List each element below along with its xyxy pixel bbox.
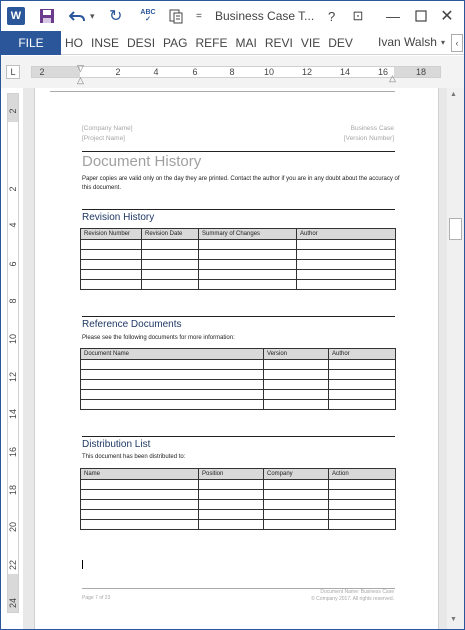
table-cell[interactable]: [329, 400, 396, 410]
ruler-number: 6: [8, 261, 18, 267]
save-icon[interactable]: [39, 8, 55, 24]
table-cell[interactable]: [81, 400, 264, 410]
table-cell[interactable]: [199, 520, 264, 530]
header-rule: [82, 151, 395, 152]
ruler-number: 2: [8, 108, 18, 114]
ruler-number: 18: [415, 67, 427, 77]
tab-page-layout[interactable]: PAG: [163, 35, 188, 50]
hanging-indent-marker[interactable]: △: [77, 75, 84, 85]
table-cell[interactable]: [142, 250, 199, 260]
table-cell[interactable]: [297, 250, 396, 260]
ruler-number: 2: [8, 186, 18, 192]
user-dropdown-icon[interactable]: ▾: [441, 38, 446, 47]
first-line-indent-marker[interactable]: ▽: [77, 63, 84, 73]
table-cell[interactable]: [199, 280, 297, 290]
spelling-check-icon[interactable]: [139, 6, 157, 26]
section-rule: [82, 436, 395, 437]
table-cell[interactable]: [264, 500, 329, 510]
table-cell[interactable]: [199, 500, 264, 510]
vertical-scrollbar[interactable]: [447, 88, 464, 629]
reference-note: Please see the following documents for more information:: [82, 335, 235, 341]
customize-quick-access-icon[interactable]: =: [196, 10, 202, 22]
ruler-number: 8: [229, 67, 235, 77]
table-row[interactable]: [81, 240, 396, 250]
header-project: [Project Name]: [82, 135, 125, 142]
table-cell[interactable]: [199, 240, 297, 250]
help-button[interactable]: ?: [328, 8, 336, 24]
ruler-number: 2: [39, 67, 45, 77]
tab-review[interactable]: REVI: [264, 35, 293, 50]
table-cell[interactable]: [199, 250, 297, 260]
scroll-down-icon[interactable]: ▼: [450, 616, 457, 623]
table-cell[interactable]: [142, 240, 199, 250]
document-page[interactable]: [34, 88, 439, 629]
header-version: [Version Number]: [343, 135, 394, 142]
spell-icon-text: ABC: [140, 9, 156, 16]
undo-dropdown-icon[interactable]: ▾: [90, 10, 95, 21]
history-intro-text: Paper copies are valid only on the day they are printed. Contact the author if you are in any doubt about the accuracy of this document.: [82, 176, 400, 191]
table-header-row: [81, 469, 396, 480]
header-company: [Company Name]: [82, 125, 133, 132]
page-separator: [50, 91, 395, 92]
table-cell[interactable]: [81, 520, 199, 530]
ruler-number: 14: [8, 408, 18, 419]
table-cell[interactable]: [142, 270, 199, 280]
undo-icon[interactable]: [69, 6, 85, 26]
ruler-bar: [1, 56, 464, 88]
table-cell[interactable]: [264, 520, 329, 530]
table-row[interactable]: [81, 360, 396, 370]
right-indent-marker[interactable]: △: [389, 73, 396, 83]
tab-selector[interactable]: L: [6, 65, 20, 79]
table-cell[interactable]: [329, 480, 396, 490]
table-cell[interactable]: [81, 510, 199, 520]
tab-references[interactable]: REFE: [195, 35, 228, 50]
table-header-cell: Position: [199, 469, 264, 480]
table-cell[interactable]: [264, 480, 329, 490]
table-cell[interactable]: [264, 490, 329, 500]
table-cell[interactable]: [81, 390, 264, 400]
tab-mailings[interactable]: MAI: [235, 35, 257, 50]
ruler-number: 16: [8, 446, 18, 457]
tab-home[interactable]: HO: [65, 35, 83, 50]
title-bar: [1, 1, 464, 31]
table-row[interactable]: [81, 390, 396, 400]
table-header-cell: Name: [81, 469, 199, 480]
table-cell[interactable]: [199, 270, 297, 280]
table-cell[interactable]: [297, 240, 396, 250]
table-row[interactable]: [81, 270, 396, 280]
table-cell[interactable]: [329, 380, 396, 390]
distribution-list-table: [80, 468, 396, 530]
table-cell[interactable]: [199, 480, 264, 490]
table-row[interactable]: [81, 510, 396, 520]
table-header-cell: Document Name: [81, 349, 264, 360]
table-cell[interactable]: [81, 490, 199, 500]
table-row[interactable]: [81, 370, 396, 380]
ruler-number: 4: [153, 67, 159, 77]
table-row[interactable]: [81, 520, 396, 530]
table-cell[interactable]: [81, 380, 264, 390]
section-rule: [82, 209, 395, 210]
tab-view[interactable]: VIE: [300, 35, 321, 50]
ruler-number: 24: [8, 597, 18, 608]
spell-icon-check: ✓: [145, 16, 151, 23]
redo-icon[interactable]: ↻: [109, 8, 123, 25]
ruler-number: 12: [8, 371, 18, 382]
table-cell[interactable]: [297, 260, 396, 270]
table-cell[interactable]: [81, 260, 142, 270]
distribution-note: This document has been distributed to:: [82, 454, 186, 460]
tab-developer[interactable]: DEV: [328, 35, 353, 50]
table-cell[interactable]: [329, 490, 396, 500]
table-header-cell: Revision Date: [142, 229, 199, 240]
table-header-row: [81, 229, 396, 240]
text-cursor: [82, 560, 83, 569]
ruler-number: 10: [8, 333, 18, 344]
table-cell[interactable]: [264, 360, 329, 370]
table-header-cell: Company: [264, 469, 329, 480]
word-app-icon[interactable]: W: [7, 7, 25, 25]
table-header-cell: Version: [264, 349, 329, 360]
table-cell[interactable]: [81, 480, 199, 490]
horizontal-ruler[interactable]: [31, 63, 441, 85]
header-doc-title: Business Case: [350, 125, 394, 132]
table-cell[interactable]: [264, 510, 329, 520]
table-cell[interactable]: [81, 280, 142, 290]
table-row[interactable]: [81, 250, 396, 260]
reference-documents-title: Reference Documents: [82, 319, 182, 330]
reference-documents-table: [80, 348, 396, 410]
revision-history-title: Revision History: [82, 212, 155, 223]
table-cell[interactable]: [199, 260, 297, 270]
table-cell[interactable]: [81, 250, 142, 260]
form-icon[interactable]: [167, 6, 185, 26]
ruler-number: 12: [301, 67, 313, 77]
table-cell[interactable]: [81, 240, 142, 250]
ruler-number: 6: [192, 67, 198, 77]
table-header-cell: Summary of Changes: [199, 229, 297, 240]
tab-insert[interactable]: INSE: [91, 35, 120, 50]
minimize-button[interactable]: —: [386, 8, 400, 24]
vertical-ruler[interactable]: [7, 93, 19, 613]
user-account[interactable]: Ivan Walsh: [378, 35, 437, 49]
tab-file[interactable]: FILE: [1, 31, 61, 55]
distribution-list-title: Distribution List: [82, 439, 151, 450]
table-cell[interactable]: [329, 520, 396, 530]
table-cell[interactable]: [81, 270, 142, 280]
table-row[interactable]: [81, 500, 396, 510]
table-cell[interactable]: [264, 400, 329, 410]
document-canvas: [23, 88, 447, 629]
table-cell[interactable]: [81, 360, 264, 370]
page-title: Document History: [82, 153, 202, 170]
ruler-number: 22: [8, 559, 18, 570]
footer-copyright: © Company 2017. All rights reserved.: [311, 596, 394, 602]
footer-page-number: Page 7 of 23: [82, 595, 111, 601]
table-cell[interactable]: [329, 360, 396, 370]
ruler-number: 4: [8, 222, 18, 228]
ruler-number: 10: [263, 67, 275, 77]
table-cell[interactable]: [329, 500, 396, 510]
footer-doc-name: Document Name: Business Case: [320, 589, 394, 595]
ruler-number: 8: [8, 298, 18, 304]
table-cell[interactable]: [264, 380, 329, 390]
tab-design[interactable]: DESI: [127, 35, 156, 50]
ruler-number: 14: [339, 67, 351, 77]
table-row[interactable]: [81, 260, 396, 270]
table-row[interactable]: [81, 280, 396, 290]
section-rule: [82, 316, 395, 317]
table-row[interactable]: [81, 380, 396, 390]
ribbon-scroll-left-icon[interactable]: ‹: [451, 34, 463, 52]
table-cell[interactable]: [329, 510, 396, 520]
scrollbar-thumb[interactable]: [449, 218, 462, 240]
table-header-row: [81, 349, 396, 360]
close-button[interactable]: ✕: [440, 8, 454, 25]
document-title: Business Case T...: [215, 9, 315, 23]
ruler-number: 18: [8, 484, 18, 495]
table-header-cell: Author: [329, 349, 396, 360]
table-cell[interactable]: [329, 370, 396, 380]
table-cell[interactable]: [264, 390, 329, 400]
table-header-cell: Author: [297, 229, 396, 240]
table-cell[interactable]: [142, 260, 199, 270]
table-cell[interactable]: [297, 280, 396, 290]
table-cell[interactable]: [142, 280, 199, 290]
table-cell[interactable]: [329, 390, 396, 400]
maximize-button[interactable]: [413, 6, 429, 26]
table-row[interactable]: [81, 400, 396, 410]
table-row[interactable]: [81, 480, 396, 490]
ruler-number: 20: [8, 521, 18, 532]
table-cell[interactable]: [297, 270, 396, 280]
table-header-cell: Action: [329, 469, 396, 480]
table-cell[interactable]: [199, 490, 264, 500]
table-header-cell: Revision Number: [81, 229, 142, 240]
table-cell[interactable]: [199, 510, 264, 520]
ruler-number: 16: [377, 67, 389, 77]
table-cell[interactable]: [264, 370, 329, 380]
table-cell[interactable]: [81, 370, 264, 380]
ribbon-display-options-icon[interactable]: ⊡: [352, 8, 364, 23]
scroll-up-icon[interactable]: ▲: [450, 91, 457, 98]
table-cell[interactable]: [81, 500, 199, 510]
revision-history-table: [80, 228, 396, 290]
ruler-number: 2: [115, 67, 121, 77]
table-row[interactable]: [81, 490, 396, 500]
